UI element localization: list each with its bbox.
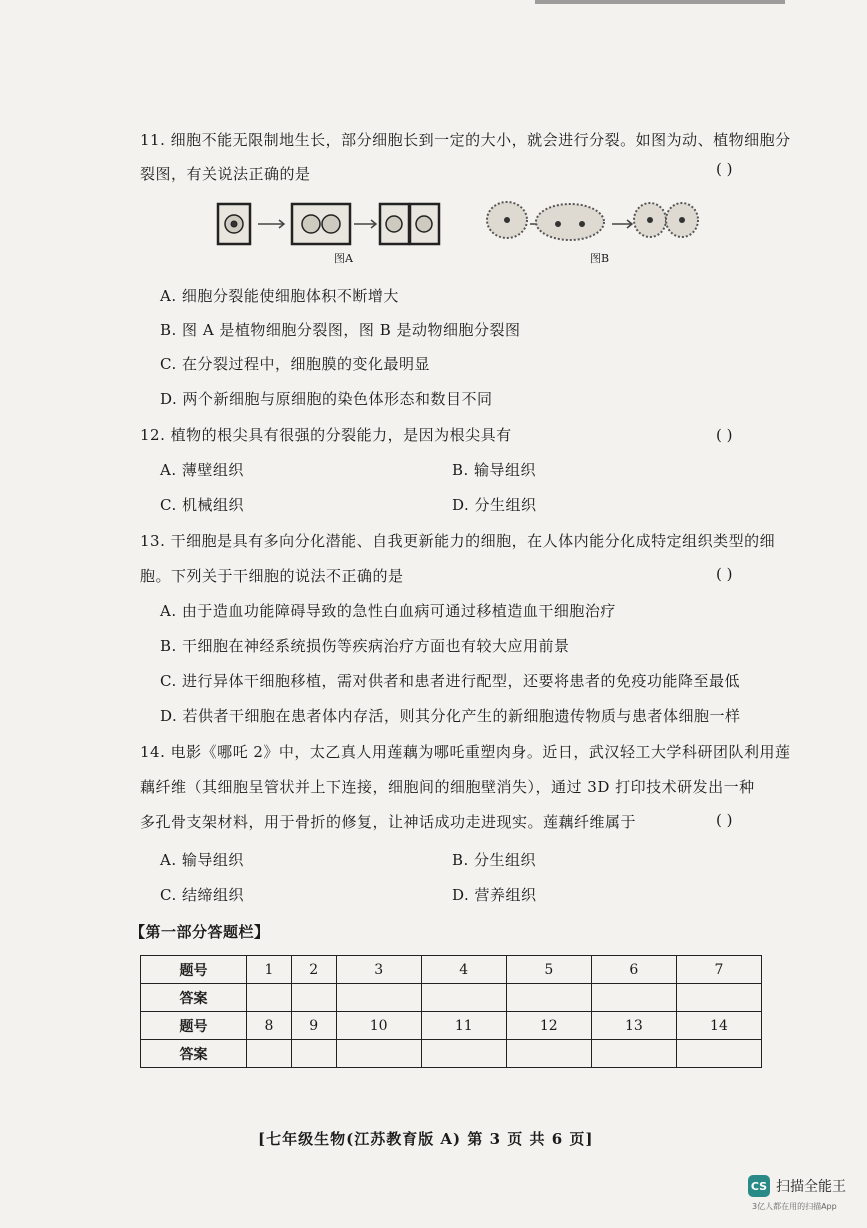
q13-option-b: B. 干细胞在神经系统损伤等疾病治疗方面也有较大应用前景	[160, 637, 570, 655]
camscanner-logo-icon: CS	[748, 1175, 770, 1197]
header-label: 题号	[141, 1012, 247, 1040]
plant-cell-division	[218, 204, 439, 244]
answer-cell[interactable]	[336, 1040, 421, 1068]
answer-cell[interactable]	[506, 1040, 591, 1068]
q14-option-a: A. 输导组织	[160, 851, 244, 869]
answer-cell[interactable]	[247, 984, 292, 1012]
scan-edge-mark	[535, 0, 785, 4]
q11-option-a: A. 细胞分裂能使细胞体积不断增大	[160, 287, 399, 305]
q14-stem-line3: 多孔骨支架材料，用于骨折的修复，让神话成功走进现实。莲藕纤维属于	[140, 813, 637, 831]
table-row	[141, 956, 762, 984]
q11-stem-line1: 11. 细胞不能无限制地生长，部分细胞长到一定的大小，就会进行分裂。如图为动、植物细胞分	[140, 131, 791, 149]
answer-cell[interactable]	[591, 1040, 676, 1068]
q12-stem: 12. 植物的根尖具有很强的分裂能力，是因为根尖具有	[140, 426, 512, 444]
answer-cell[interactable]	[506, 984, 591, 1012]
q14-option-c: C. 结缔组织	[160, 886, 244, 904]
animal-cell-division	[487, 202, 698, 240]
question-number: 3	[336, 956, 421, 984]
question-number: 5	[506, 956, 591, 984]
q13-answer-paren: ( )	[716, 565, 733, 583]
q12-option-b: B. 输导组织	[452, 461, 537, 479]
answer-cell[interactable]	[676, 984, 761, 1012]
q14-answer-paren: ( )	[716, 811, 733, 829]
scanner-app-name: 扫描全能王	[776, 1179, 846, 1195]
figure-b-caption: 图B	[590, 252, 610, 265]
q11-stem-line2: 裂图，有关说法正确的是	[140, 165, 311, 183]
header-label: 题号	[141, 956, 247, 984]
q13-stem-line2: 胞。下列关于干细胞的说法不正确的是	[140, 567, 404, 585]
q11-answer-paren: ( )	[716, 160, 733, 178]
q11-option-d: D. 两个新细胞与原细胞的染色体形态和数目不同	[160, 390, 493, 408]
q14-stem-line1: 14. 电影《哪吒 2》中，太乙真人用莲藕为哪吒重塑肉身。近日，武汉轻工大学科研团队利用莲	[140, 743, 791, 761]
question-number: 14	[676, 1012, 761, 1040]
question-number: 13	[591, 1012, 676, 1040]
q11-option-b: B. 图 A 是植物细胞分裂图，图 B 是动物细胞分裂图	[160, 321, 521, 339]
answer-label: 答案	[141, 1040, 247, 1068]
question-number: 8	[247, 1012, 292, 1040]
answer-cell[interactable]	[421, 1040, 506, 1068]
figure-a-caption: 图A	[334, 252, 353, 265]
page-footer: [七年级生物(江苏教育版 A) 第 3 页 共 6 页]	[258, 1130, 594, 1148]
q14-stem-line2: 藕纤维（其细胞呈管状并上下连接，细胞间的细胞壁消失），通过 3D 打印技术研发出一种	[140, 778, 755, 796]
answer-cell[interactable]	[421, 984, 506, 1012]
q12-option-c: C. 机械组织	[160, 496, 244, 514]
answer-cell[interactable]	[247, 1040, 292, 1068]
question-number: 7	[676, 956, 761, 984]
cell-division-figure	[214, 196, 704, 266]
q13-option-c: C. 进行异体干细胞移植，需对供者和患者进行配型，还要将患者的免疫功能降至最低	[160, 672, 740, 690]
q11-option-c: C. 在分裂过程中，细胞膜的变化最明显	[160, 355, 430, 373]
question-number: 4	[421, 956, 506, 984]
q14-option-b: B. 分生组织	[452, 851, 537, 869]
q12-option-d: D. 分生组织	[452, 496, 537, 514]
answer-table	[140, 955, 762, 1068]
answer-cell[interactable]	[676, 1040, 761, 1068]
table-row	[141, 1012, 762, 1040]
question-number: 2	[291, 956, 336, 984]
question-number: 6	[591, 956, 676, 984]
question-number: 10	[336, 1012, 421, 1040]
answer-section-title: 【第一部分答题栏】	[130, 923, 270, 941]
q12-option-a: A. 薄壁组织	[160, 461, 244, 479]
question-number: 9	[291, 1012, 336, 1040]
question-number: 12	[506, 1012, 591, 1040]
scanner-tagline: 3亿人都在用的扫描App	[752, 1202, 837, 1211]
answer-cell[interactable]	[291, 984, 336, 1012]
cell-division-diagram	[214, 196, 704, 266]
question-number: 11	[421, 1012, 506, 1040]
scanner-watermark	[748, 1175, 846, 1197]
q13-stem-line1: 13. 干细胞是具有多向分化潜能、自我更新能力的细胞，在人体内能分化成特定组织类型的细	[140, 532, 776, 550]
table-row	[141, 1040, 762, 1068]
answer-cell[interactable]	[591, 984, 676, 1012]
answer-cell[interactable]	[291, 1040, 336, 1068]
q14-option-d: D. 营养组织	[452, 886, 537, 904]
answer-label: 答案	[141, 984, 247, 1012]
q13-option-d: D. 若供者干细胞在患者体内存活，则其分化产生的新细胞遗传物质与患者体细胞一样	[160, 707, 741, 725]
answer-cell[interactable]	[336, 984, 421, 1012]
q13-option-a: A. 由于造血功能障碍导致的急性白血病可通过移植造血干细胞治疗	[160, 602, 616, 620]
question-number: 1	[247, 956, 292, 984]
table-row	[141, 984, 762, 1012]
q12-answer-paren: ( )	[716, 426, 733, 444]
